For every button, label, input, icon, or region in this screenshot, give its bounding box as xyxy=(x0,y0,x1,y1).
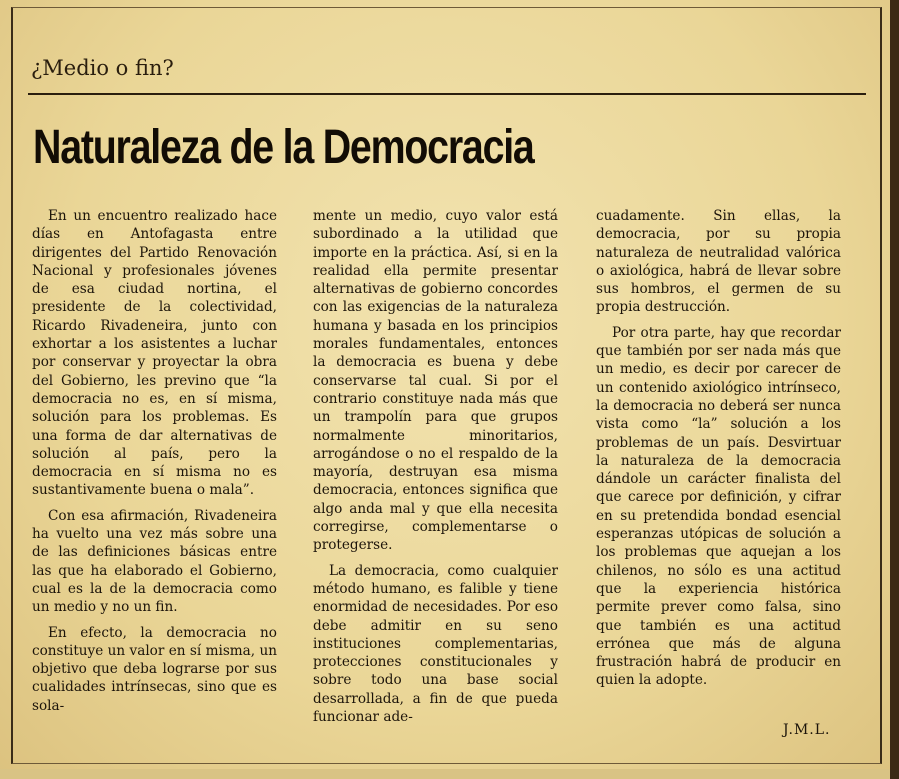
kicker-rule xyxy=(28,93,866,95)
headline: Naturaleza de la Democracia xyxy=(33,121,534,174)
paragraph: Por otra parte, hay que recordar que también por ser nada más que un medio, es decir por carecer de un contenido axiológico intrínseco, la democracia no deberá ser nunca vista como “la” solución a los problemas de un país. Desvirtuar la naturaleza de la democracia dándole un carácter finalista del que carece por definición, y cifrar en su pretendida bondad esencial esperanzas utópicas de solución a los problemas que aquejan a los chilenos, no sólo es una actitud que la experiencia histórica permite prever como falsa, sino que también es una actitud errónea que más de alguna frustración habrá de producir en quien la adopte. xyxy=(596,324,841,689)
article-column-1 xyxy=(32,207,277,715)
paper-edge-bottom xyxy=(0,769,899,779)
paragraph: La democracia, como cualquier método humano, es falible y tiene enormidad de necesidades. Por eso debe admitir en su seno instituciones complementarias, protecciones constitucionales y sobre todo una base social desarrollada, a fin de que pueda funcionar ade- xyxy=(313,562,558,726)
article-column-3 xyxy=(596,207,841,690)
author-signature: J.M.L. xyxy=(783,722,831,738)
paragraph: cuadamente. Sin ellas, la democracia, por su propia naturaleza de neutralidad valórica o axiológica, habrá de llevar sobre sus hombros, el germen de su propia destrucción. xyxy=(596,208,841,316)
section-kicker: ¿Medio o fin? xyxy=(31,56,174,80)
paragraph: En un encuentro realizado hace días en Antofagasta entre dirigentes del Partido Renovación Nacional y profesionales jóvenes de esa ciudad nortina, el presidente de la colectividad, Ricardo Rivadeneira, junto con exhortar a los asistentes a luchar por conservar y proyectar la obra del Gobierno, les previno que “la democracia no es, en sí misma, solución para los problemas. Es una forma de dar alternativas de solución al país, pero la democracia en sí misma no es sustantivamente buena o mala”. xyxy=(32,208,277,499)
paper-edge-right xyxy=(890,0,899,779)
paragraph: mente un medio, cuyo valor está subordinado a la utilidad que importe en la práctica. Así, si en la realidad ella permite presentar alternativas de gobierno concordes con las exigencias de la naturaleza humana y basada en los principios morales fundamentales, entonces la democracia es buena y debe conservarse tal cual. Si por el contrario constituye nada más que un trampolín para que grupos normalmente minoritarios, arrogándose o no el respaldo de la mayoría, destruyan esa misma democracia, entonces significa que algo anda mal y que ella necesita corregirse, complementarse o protegerse. xyxy=(313,208,558,554)
paragraph: Con esa afirmación, Rivadeneira ha vuelto una vez más sobre una de las definiciones básicas entre las que ha elaborado el Gobierno, cual es la de la democracia como un medio y no un fin. xyxy=(32,507,277,616)
article-column-2 xyxy=(313,207,558,726)
paragraph: En efecto, la democracia no constituye un valor en sí misma, un objetivo que deba lograrse por sus cualidades intrínsecas, sino que es sola- xyxy=(32,624,277,714)
